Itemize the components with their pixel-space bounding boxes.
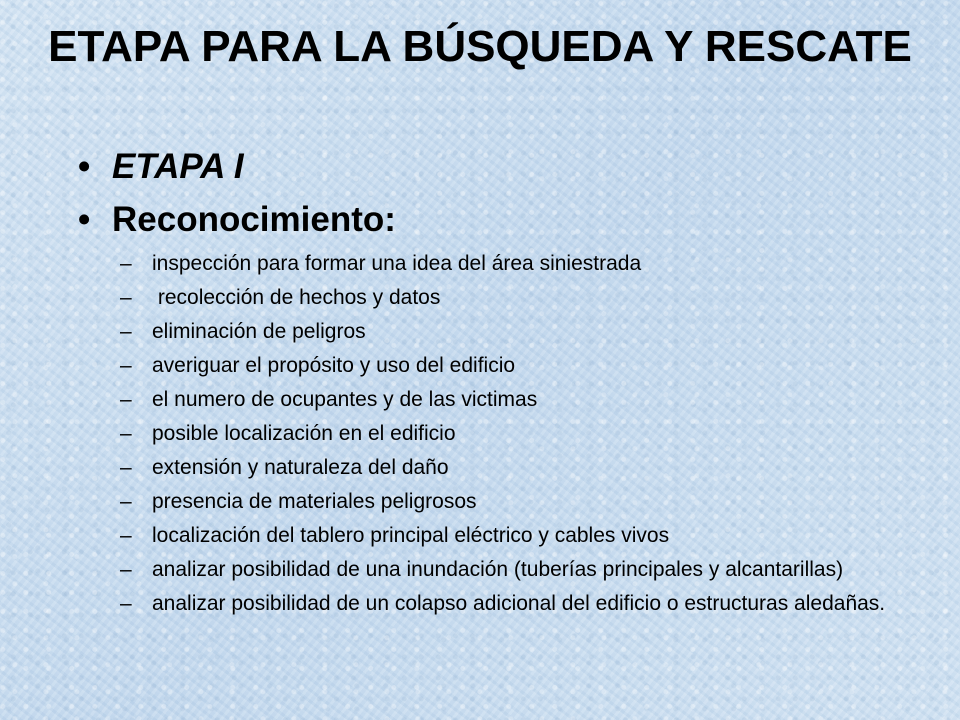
dash-marker: – (120, 524, 132, 547)
sub-item-text: recolección de hechos y datos (152, 286, 441, 309)
sub-list-item (120, 387, 900, 412)
sub-list-item (120, 523, 900, 548)
sub-item-text: el numero de ocupantes y de las victimas (152, 388, 538, 411)
sub-list-item (120, 557, 900, 582)
sub-list-item (120, 455, 900, 480)
sub-list-item (120, 251, 900, 276)
sub-item-text: posible localización en el edificio (152, 422, 456, 445)
dash-marker: – (120, 388, 132, 411)
sub-item-text: presencia de materiales peligrosos (152, 490, 477, 513)
sub-item-text: analizar posibilidad de un colapso adicional del edificio o estructuras aledañas. (152, 592, 886, 615)
sub-item-text: inspección para formar una idea del área siniestrada (152, 252, 642, 275)
reconocimiento-sub-list (120, 251, 900, 625)
sub-list-item (120, 319, 900, 344)
dash-marker: – (120, 456, 132, 479)
dash-marker: – (120, 286, 132, 309)
bullet-marker: • (78, 200, 91, 239)
dash-marker: – (120, 490, 132, 513)
dash-marker: – (120, 558, 132, 581)
sub-item-text: extensión y naturaleza del daño (152, 456, 449, 479)
sub-item-text: eliminación de peligros (152, 320, 366, 343)
sub-list-item (120, 489, 900, 514)
dash-marker: – (120, 320, 132, 343)
slide-title: ETAPA PARA LA BÚSQUEDA Y RESCATE (48, 22, 912, 71)
bullet-text: ETAPA I (112, 147, 244, 186)
sub-list-item (120, 421, 900, 446)
sub-item-text: localización del tablero principal eléctrico y cables vivos (152, 524, 670, 547)
dash-marker: – (120, 252, 132, 275)
sub-list-item (120, 591, 900, 616)
sub-item-text: averiguar el propósito y uso del edificio (152, 354, 516, 377)
dash-marker: – (120, 592, 132, 615)
sub-list-item (120, 285, 900, 310)
sub-list-item (120, 353, 900, 378)
dash-marker: – (120, 422, 132, 445)
sub-item-text: analizar posibilidad de una inundación (tuberías principales y alcantarillas) (152, 558, 844, 581)
bullet-marker: • (78, 147, 91, 186)
dash-marker: – (120, 354, 132, 377)
bullet-text: Reconocimiento: (112, 200, 396, 239)
